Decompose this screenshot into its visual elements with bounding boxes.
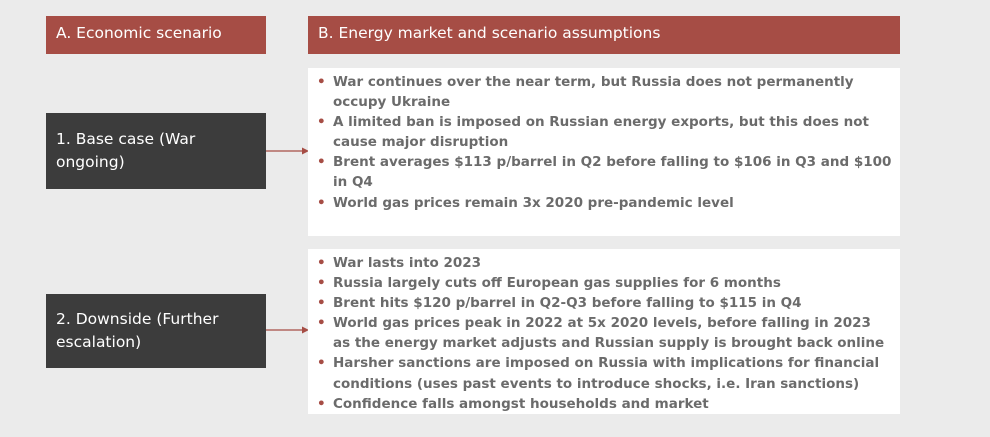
assumption-item: • Russia largely cuts off European gas supplies for 6 months <box>317 275 781 292</box>
header-economic-scenario: A. Economic scenario <box>46 16 266 54</box>
assumption-item: • Brent averages $113 p/barrel in Q2 before falling to $106 in Q3 and $100 in Q4 <box>317 154 892 191</box>
scenario-base-case <box>46 113 266 189</box>
assumption-item: • War lasts into 2023 <box>317 255 482 271</box>
assumption-item: • World gas prices peak in 2022 at 5x 2020 levels, before falling in 2023 as the energy market adjusts and Russian supply is brought back online <box>317 315 885 352</box>
arrow-downside <box>266 324 310 336</box>
assumption-item: • A limited ban is imposed on Russian energy exports, but this does not cause major disruption <box>317 114 869 151</box>
assumption-item: • Brent hits $120 p/barrel in Q2-Q3 before falling to $115 in Q4 <box>317 295 802 312</box>
assumption-item: • Confidence falls amongst households and market <box>317 395 709 412</box>
assumption-item: • War continues over the near term, but Russia does not permanently occupy Ukraine <box>317 74 854 111</box>
assumptions-panel-base-case <box>308 68 900 236</box>
arrow-base-case <box>266 145 310 157</box>
assumption-item: • Harsher sanctions are imposed on Russia with implications for financial conditions (uses past events to introduce shocks, i.e. Iran sanctions) <box>317 355 880 392</box>
header-energy-market: B. Energy market and scenario assumptions <box>308 16 900 54</box>
scenario-label: 1. Base case (War ongoing) <box>56 130 196 171</box>
scenario-label: 2. Downside (Further escalation) <box>56 310 219 351</box>
assumption-item: • World gas prices remain 3x 2020 pre-pandemic level <box>317 194 734 211</box>
assumptions-list <box>314 253 892 414</box>
assumptions-panel-downside <box>308 249 900 414</box>
scenario-downside <box>46 294 266 368</box>
assumptions-list <box>314 72 892 213</box>
